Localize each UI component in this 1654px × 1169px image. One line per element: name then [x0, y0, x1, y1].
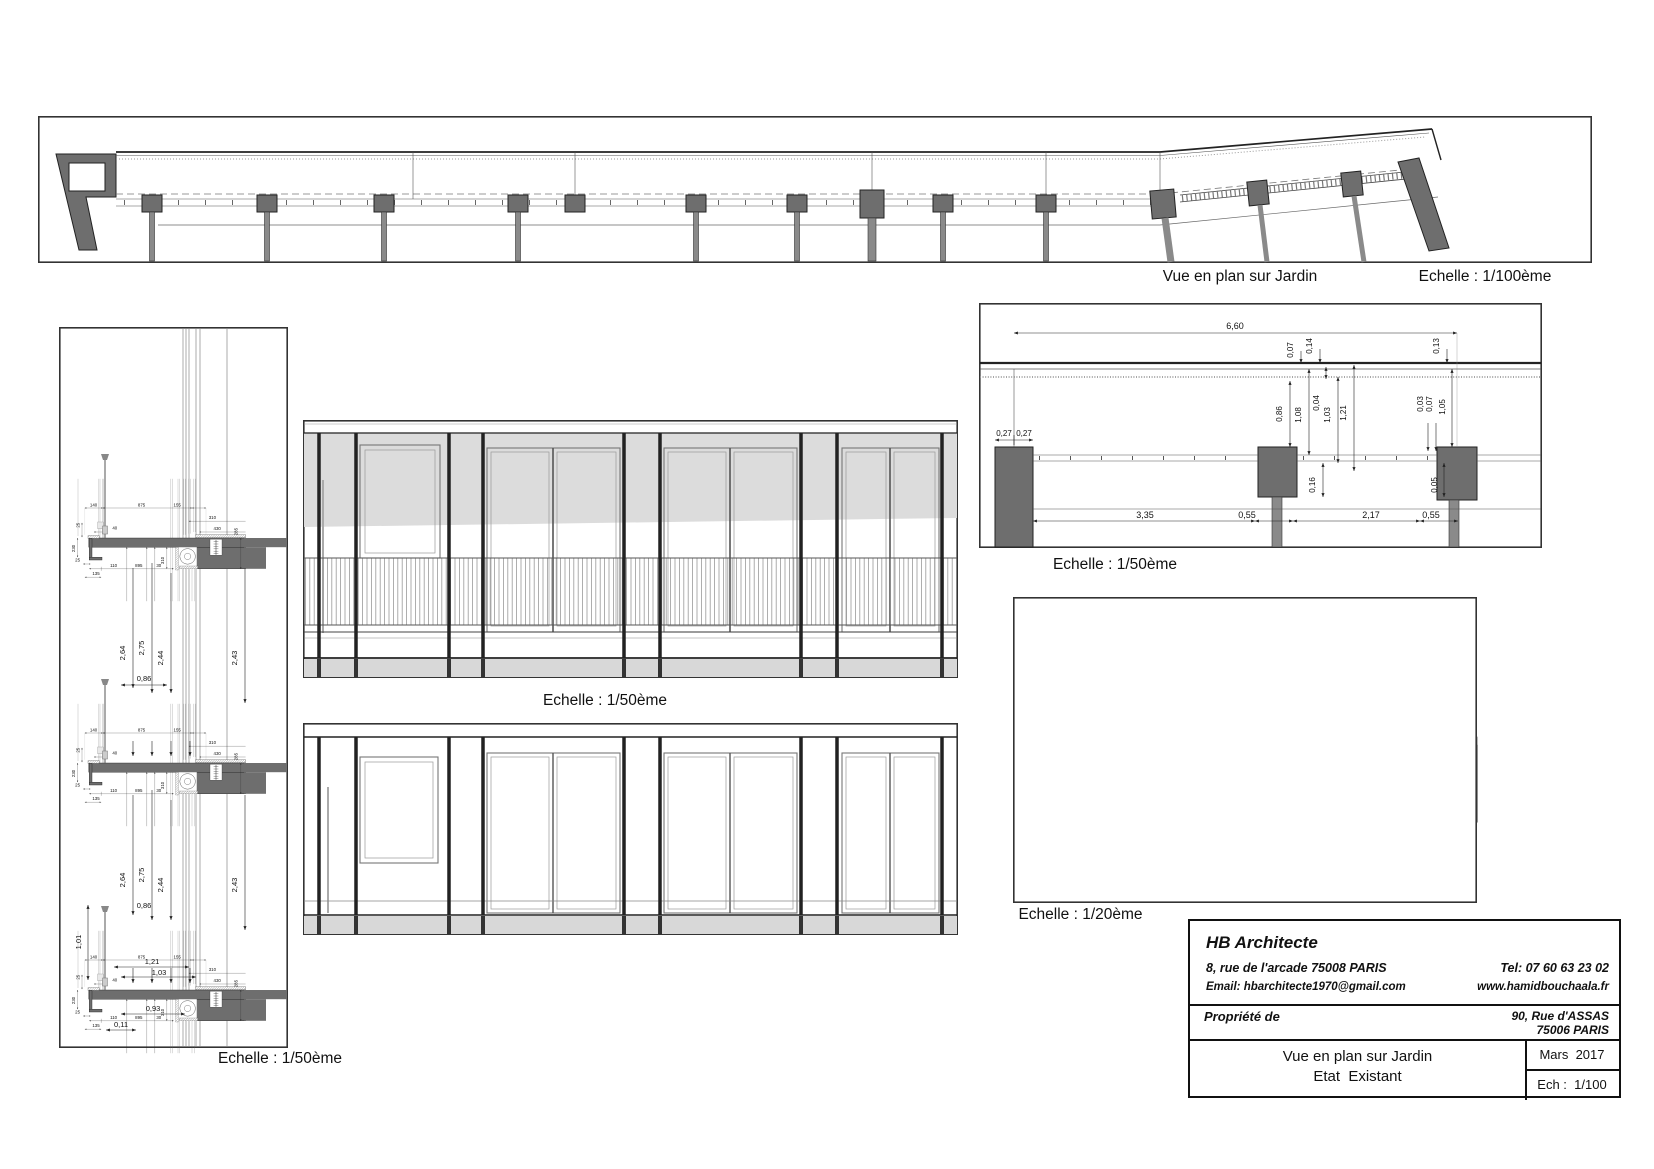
elevation-bottom-frame — [304, 724, 957, 934]
caption-elevations-scale: Echelle : 1/50ème — [542, 692, 668, 709]
title-block-divider — [1525, 1069, 1619, 1071]
drawing-date: Mars 2017 — [1539, 1047, 1605, 1062]
dim-label: 2,44 — [156, 650, 165, 666]
dim-label: 0,27 — [996, 429, 1012, 438]
firm-tel: Tel: 07 60 63 23 02 — [1500, 961, 1609, 975]
dim-label: 0,05 — [1430, 477, 1439, 493]
firm-email: Email: hbarchitecte1970@gmail.com — [1206, 981, 1406, 993]
plan-view-drawing — [38, 116, 1592, 263]
dim-label: 3,35 — [1136, 510, 1154, 520]
dim-label: 2,64 — [118, 645, 127, 661]
dim-label: 0,13 — [1432, 338, 1441, 354]
dim-label: 1,03 — [1323, 407, 1332, 423]
dim-label: 0,55 — [1238, 510, 1256, 520]
dim-label: 2,43 — [230, 650, 239, 666]
dim-label: 2,44 — [156, 877, 165, 893]
site-address-line1: 90, Rue d'ASSAS — [1511, 1009, 1609, 1023]
dim-label: 1,21 — [1339, 405, 1348, 421]
dim-label: 1,01 — [74, 934, 83, 950]
dim-label: 1,03 — [151, 968, 167, 977]
firm-name: HB Architecte — [1206, 933, 1318, 952]
dim-label: 2,75 — [137, 640, 146, 656]
owner-label: Propriété de — [1204, 1009, 1280, 1024]
dim-label: 2,75 — [137, 867, 146, 883]
dim-label: 0,16 — [1308, 477, 1317, 493]
dim-label: 2,64 — [118, 872, 127, 888]
dim-label: 0,03 — [1416, 396, 1425, 412]
detail-20-frame — [1014, 598, 1476, 902]
caption-section-scale: Echelle : 1/50ème — [1052, 556, 1178, 573]
dim-label: 0,93 — [145, 1004, 161, 1013]
dim-label: 0,27 — [1016, 429, 1032, 438]
dim-label: 2,43 — [230, 877, 239, 893]
drawing-scale: Ech : 1/100 — [1537, 1077, 1607, 1092]
detail-20-drawing — [1013, 597, 1477, 903]
dim-label: 0,11 — [113, 1020, 129, 1029]
dim-label: 0,04 — [1312, 395, 1321, 411]
caption-detail-scale: Echelle : 1/20ème — [1018, 906, 1143, 923]
dim-label: 0,55 — [1422, 510, 1440, 520]
firm-website: www.hamidbouchaala.fr — [1477, 981, 1609, 993]
title-block-divider — [1190, 1004, 1619, 1006]
drawing-title-line1: Vue en plan sur Jardin — [1282, 1048, 1433, 1065]
elevation-top-drawing — [303, 420, 958, 678]
caption-left-section-scale: Echelle : 1/50ème — [217, 1050, 343, 1067]
dim-label: 2,17 — [1362, 510, 1380, 520]
dim-label: 1,21 — [144, 957, 160, 966]
dim-label: 0,07 — [1286, 342, 1295, 358]
dim-label: 0,86 — [136, 674, 152, 683]
elevation-bottom-base-band — [304, 915, 957, 934]
dim-label: 6,60 — [1226, 321, 1244, 331]
left-section-drawing — [59, 327, 288, 1048]
dim-label: 0,14 — [1305, 338, 1314, 354]
title-block-divider — [1190, 1039, 1619, 1041]
elevation-bottom-drawing — [303, 723, 958, 935]
dim-label: 1,05 — [1438, 399, 1447, 415]
firm-address: 8, rue de l'arcade 75008 PARIS — [1206, 961, 1387, 975]
section-50-drawing — [979, 303, 1542, 548]
dim-label: 0,86 — [136, 901, 152, 910]
elevation-top-base-band — [304, 658, 957, 677]
dim-label: 0,86 — [1275, 406, 1284, 422]
title-block — [1188, 919, 1621, 1098]
caption-plan-title: Vue en plan sur Jardin — [1162, 268, 1318, 285]
shadow-shading — [304, 433, 957, 527]
left-section-frame — [60, 328, 287, 1047]
drawing-title-line2: Etat Existant — [1313, 1068, 1402, 1085]
caption-plan-scale: Echelle : 1/100ème — [1418, 268, 1552, 285]
dim-label: 1,08 — [1294, 407, 1303, 423]
site-address-line2: 75006 PARIS — [1536, 1023, 1609, 1037]
dim-label: 0,07 — [1425, 396, 1434, 412]
